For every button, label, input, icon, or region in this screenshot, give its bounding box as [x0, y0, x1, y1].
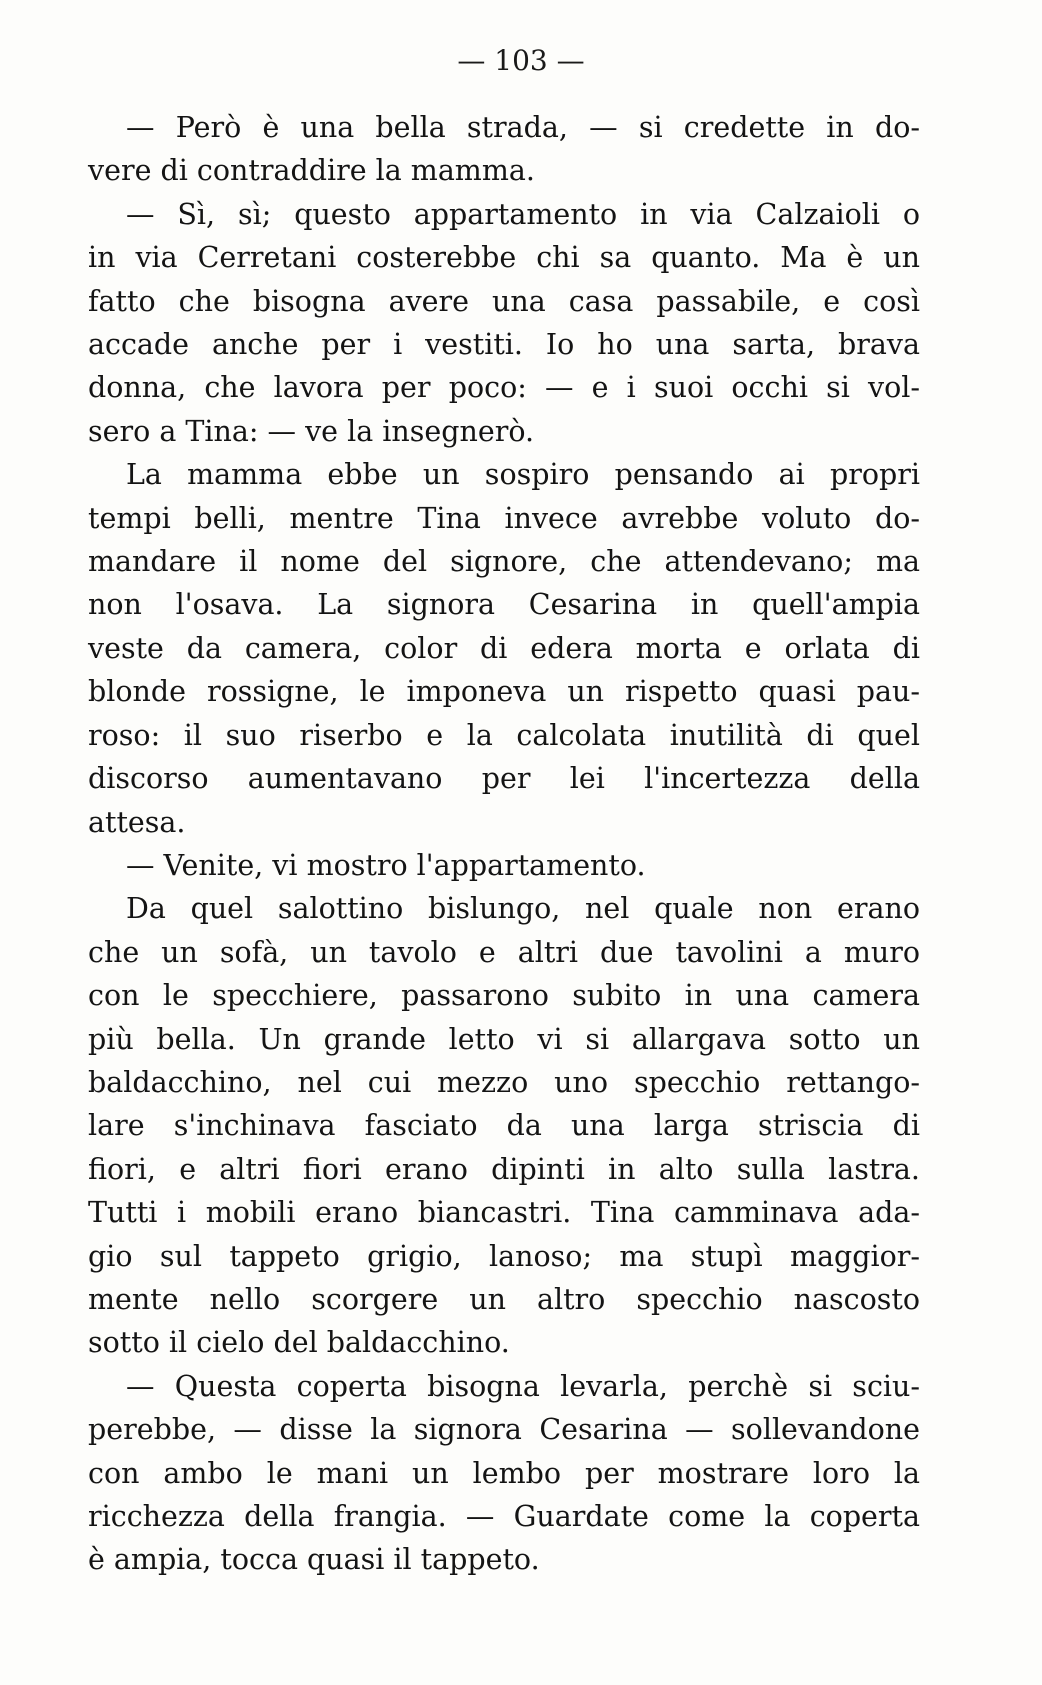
text-line: ricchezza della frangia. — Guardate come la coperta [88, 1500, 920, 1533]
text-line: attesa. [88, 805, 186, 839]
body-text [88, 106, 920, 1582]
text-line: accade anche per i vestiti. Io ho una sarta, brava [88, 328, 920, 362]
text-line: Tutti i mobili erano biancastri. Tina camminava ada- [88, 1196, 920, 1230]
text-line: mente nello scorgere un altro specchio nascosto [88, 1282, 920, 1316]
text-line: — Sì, sì; questo appartamento in via Calzaioli o [126, 197, 920, 231]
text-line: La mamma ebbe un sospiro pensando ai propri [126, 458, 920, 492]
text-line: roso: il suo riserbo e la calcolata inutilità di quel [88, 718, 920, 752]
text-line: sotto il cielo del baldacchino. [88, 1326, 510, 1360]
text-line: veste da camera, color di edera morta e orlata di [88, 631, 920, 665]
text-line: non l'osava. La signora Cesarina in quell'ampia [88, 588, 920, 622]
text-line: perebbe, — disse la signora Cesarina — sollevandone [88, 1413, 920, 1447]
text-line: è ampia, tocca quasi il tappeto. [88, 1543, 540, 1577]
text-line: baldacchino, nel cui mezzo uno specchio rettango- [88, 1065, 920, 1099]
page-number: — 103 — [457, 44, 585, 77]
text-line: che un sofà, un tavolo e altri due tavolini a muro [88, 935, 920, 969]
text-line: lare s'inchinava fasciato da una larga striscia di [88, 1109, 920, 1143]
text-line: Da quel salottino bislungo, nel quale non erano [126, 892, 920, 926]
text-line: gio sul tappeto grigio, lanoso; ma stupì maggior- [88, 1239, 920, 1273]
text-line: con ambo le mani un lembo per mostrare loro la [88, 1456, 920, 1490]
text-line: discorso aumentavano per lei l'incertezza della [88, 762, 920, 796]
text-line: in via Cerretani costerebbe chi sa quanto. Ma è un [88, 241, 920, 275]
text-line: fatto che bisogna avere una casa passabile, e così [88, 284, 920, 318]
text-line: — Questa coperta bisogna levarla, perchè si sciu- [126, 1369, 920, 1403]
text-line: — Venite, vi mostro l'appartamento. [126, 848, 646, 882]
text-line: blonde rossigne, le imponeva un rispetto quasi pau- [88, 675, 920, 709]
text-line: vere di contraddire la mamma. [88, 154, 535, 188]
text-line: più bella. Un grande letto vi si allargava sotto un [88, 1022, 920, 1056]
text-line: con le specchiere, passarono subito in una camera [88, 979, 920, 1013]
text-line: donna, che lavora per poco: — e i suoi occhi si vol- [88, 371, 920, 405]
text-line: tempi belli, mentre Tina invece avrebbe voluto do- [88, 501, 920, 535]
text-line: sero a Tina: — ve la insegnerò. [88, 414, 535, 448]
text-line: fiori, e altri fiori erano dipinti in alto sulla lastra. [88, 1152, 920, 1186]
text-line: mandare il nome del signore, che attendevano; ma [88, 545, 920, 579]
text-line: — Però è una bella strada, — si credette in do- [126, 111, 920, 144]
